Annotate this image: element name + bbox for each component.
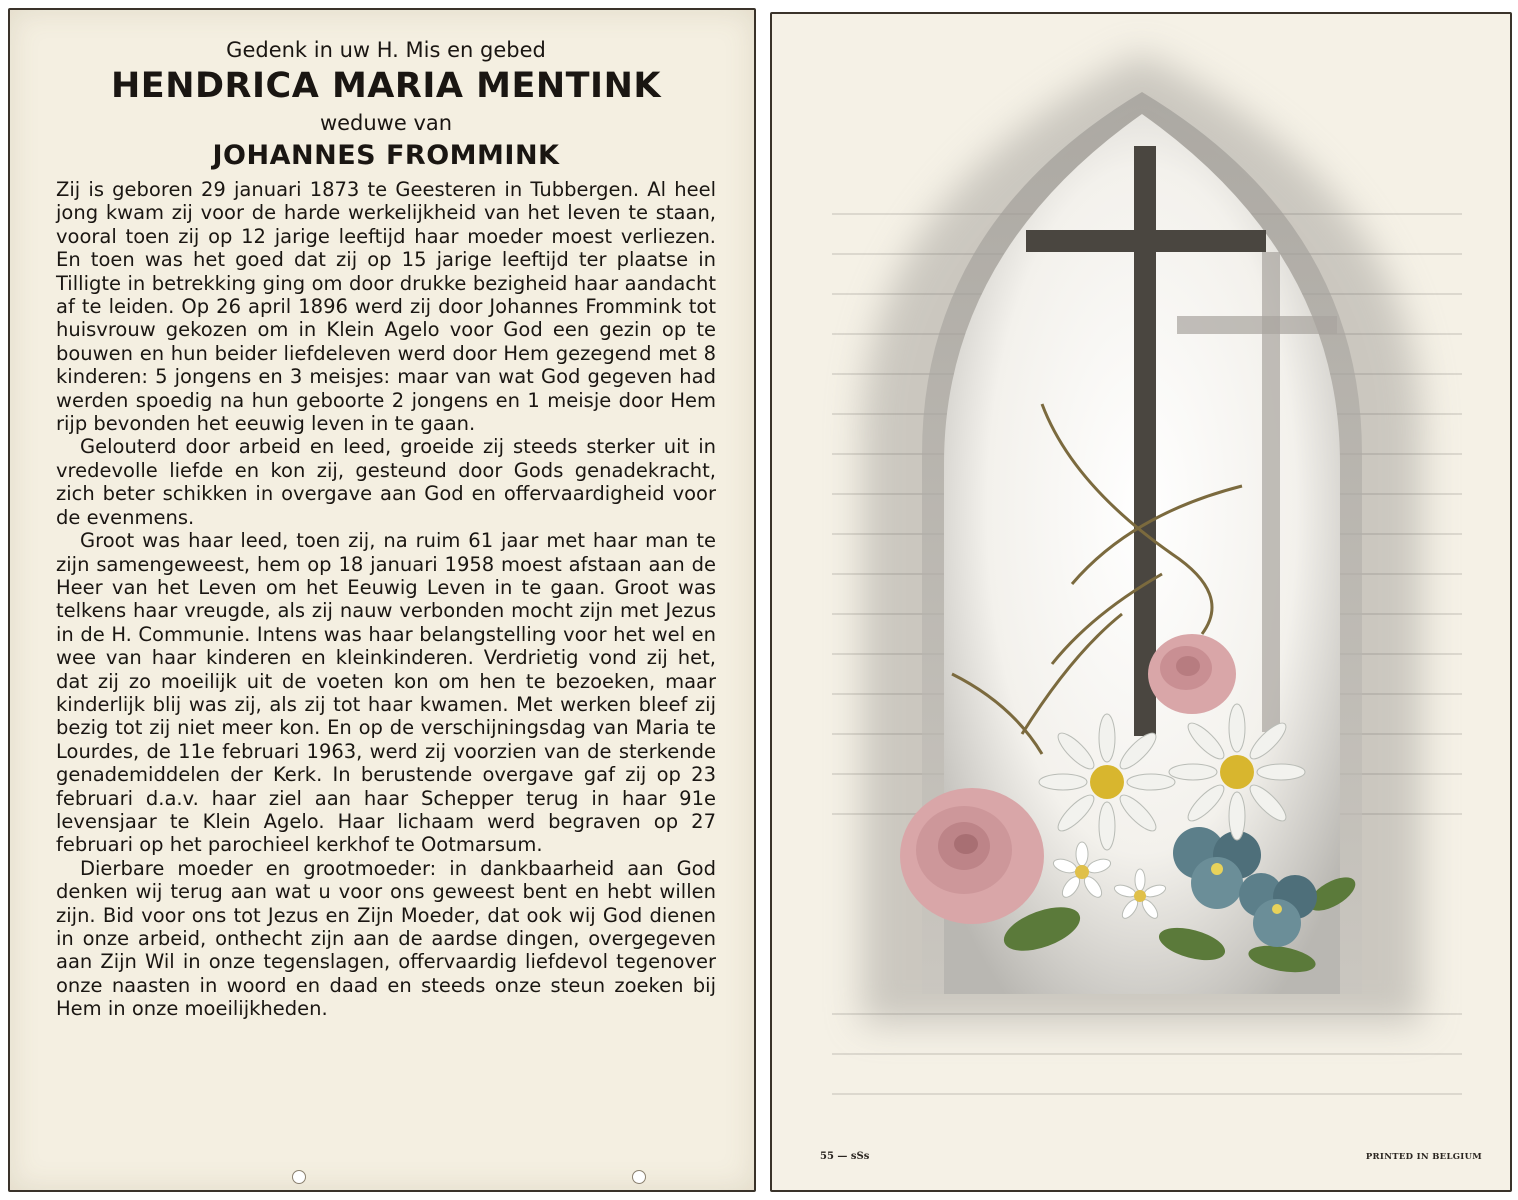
- print-code: 55 — sSs: [820, 1151, 870, 1162]
- punch-hole-right: [632, 1170, 646, 1184]
- daisy-large-left: [1039, 714, 1175, 850]
- widow-of-line: weduwe van: [319, 111, 453, 135]
- biography-paragraph-1: Zij is geboren 29 januari 1873 te Geesteren in Tubbergen. Al heel jong kwam zij voor de harde werkelijkheid van het leven te staan, vooral toen zij op 12 jarige leeftijd haar moeder moest verliezen. En toen was het goed dat zij op 15 jarige leeftijd ter plaatse in Tilligte in betrekking ging om door drukke bezigheid haar aandacht af te leiden. Op 26 april 1896 werd zij door Johannes Frommink tot huisvrouw gekozen om in Klein Agelo voor God een gezin op te bouwen en hun beider liefdeleven werd door Hem gezegend met 8 kinderen: 5 jongens en 3 meisjes: maar van wat God gegeven had werden spoedig na hun geboorte 2 jongens en 1 meisje door Hem rijp bevonden het eeuwig leven in te gaan.: [56, 178, 716, 436]
- punch-hole-left: [292, 1170, 306, 1184]
- intro-line: Gedenk in uw H. Mis en gebed: [226, 38, 546, 62]
- large-rose: [900, 788, 1044, 924]
- deceased-name: HENDRICA MARIA MENTINK: [111, 66, 661, 106]
- daisy-large-right: [1169, 704, 1305, 840]
- printed-in-label: PRINTED IN BELGIUM: [1365, 1152, 1482, 1162]
- gothic-window-illustration: [772, 14, 1512, 1192]
- memorial-card-text: [8, 8, 756, 1192]
- small-rose: [1148, 634, 1236, 714]
- husband-name: JOHANNES FROMMINK: [212, 140, 560, 171]
- prayer-paragraph: Dierbare moeder en grootmoeder: in dankbaarheid aan God denken wij terug aan wat u voor ons geweest bent en hebt willen zijn. Bid voor ons tot Jezus en Zijn Moeder, dat ook wij God dienen in onze arbeid, onthecht zijn aan de aardse dingen, overgegeven aan Zijn Wil in onze tegenslagen, offervaardig liefdevol tegenover onze naasten in woord en daad en steeds onze steun zoeken bij Hem in onze moeilijkheden.: [56, 856, 716, 1021]
- biography-paragraph-3: Groot was haar leed, toen zij, na ruim 61 jaar met haar man te zijn samengeweest, hem op 18 januari 1958 moest afstaan aan de Heer van het Leven om het Eeuwig Leven in te gaan. Groot was telkens haar vreugde, als zij nauw verbonden mocht zijn met Jezus in de H. Communie. Intens was haar belangstelling voor het wel en wee van haar kinderen en kleinkinderen. Verdrietig vond zij het, dat zij zo moeilijk uit de voeten kon om hen te bezoeken, maar kinderlijk blij was zij, als zij tot haar kwamen. Met werken bleef zij bezig tot zij niet meer kon. En op de verschijningsdag van Maria te Lourdes, de 11e februari 1963, werd zij voorzien van de sterkende genademiddelen der Kerk. In berustende overgave gaf zij op 23 februari d.a.v. haar ziel aan haar Schepper terug in haar 91e levensjaar te Klein Agelo. Haar lichaam werd begraven op 27 februari op het parochieel kerkhof te Ootmarsum.: [56, 529, 716, 857]
- memorial-card-image: [770, 12, 1512, 1192]
- main-cross-horizontal: [1026, 230, 1266, 252]
- text-column: [56, 36, 716, 1021]
- shadow-cross-horizontal: [1177, 316, 1337, 334]
- biography-paragraph-2: Gelouterd door arbeid en leed, groeide zij steeds sterker uit in vredevolle liefde en kon zij, gesteund door Gods genadekracht, zich beter schikken in overgave aan God en offervaardigheid voor de evenmens.: [56, 435, 716, 529]
